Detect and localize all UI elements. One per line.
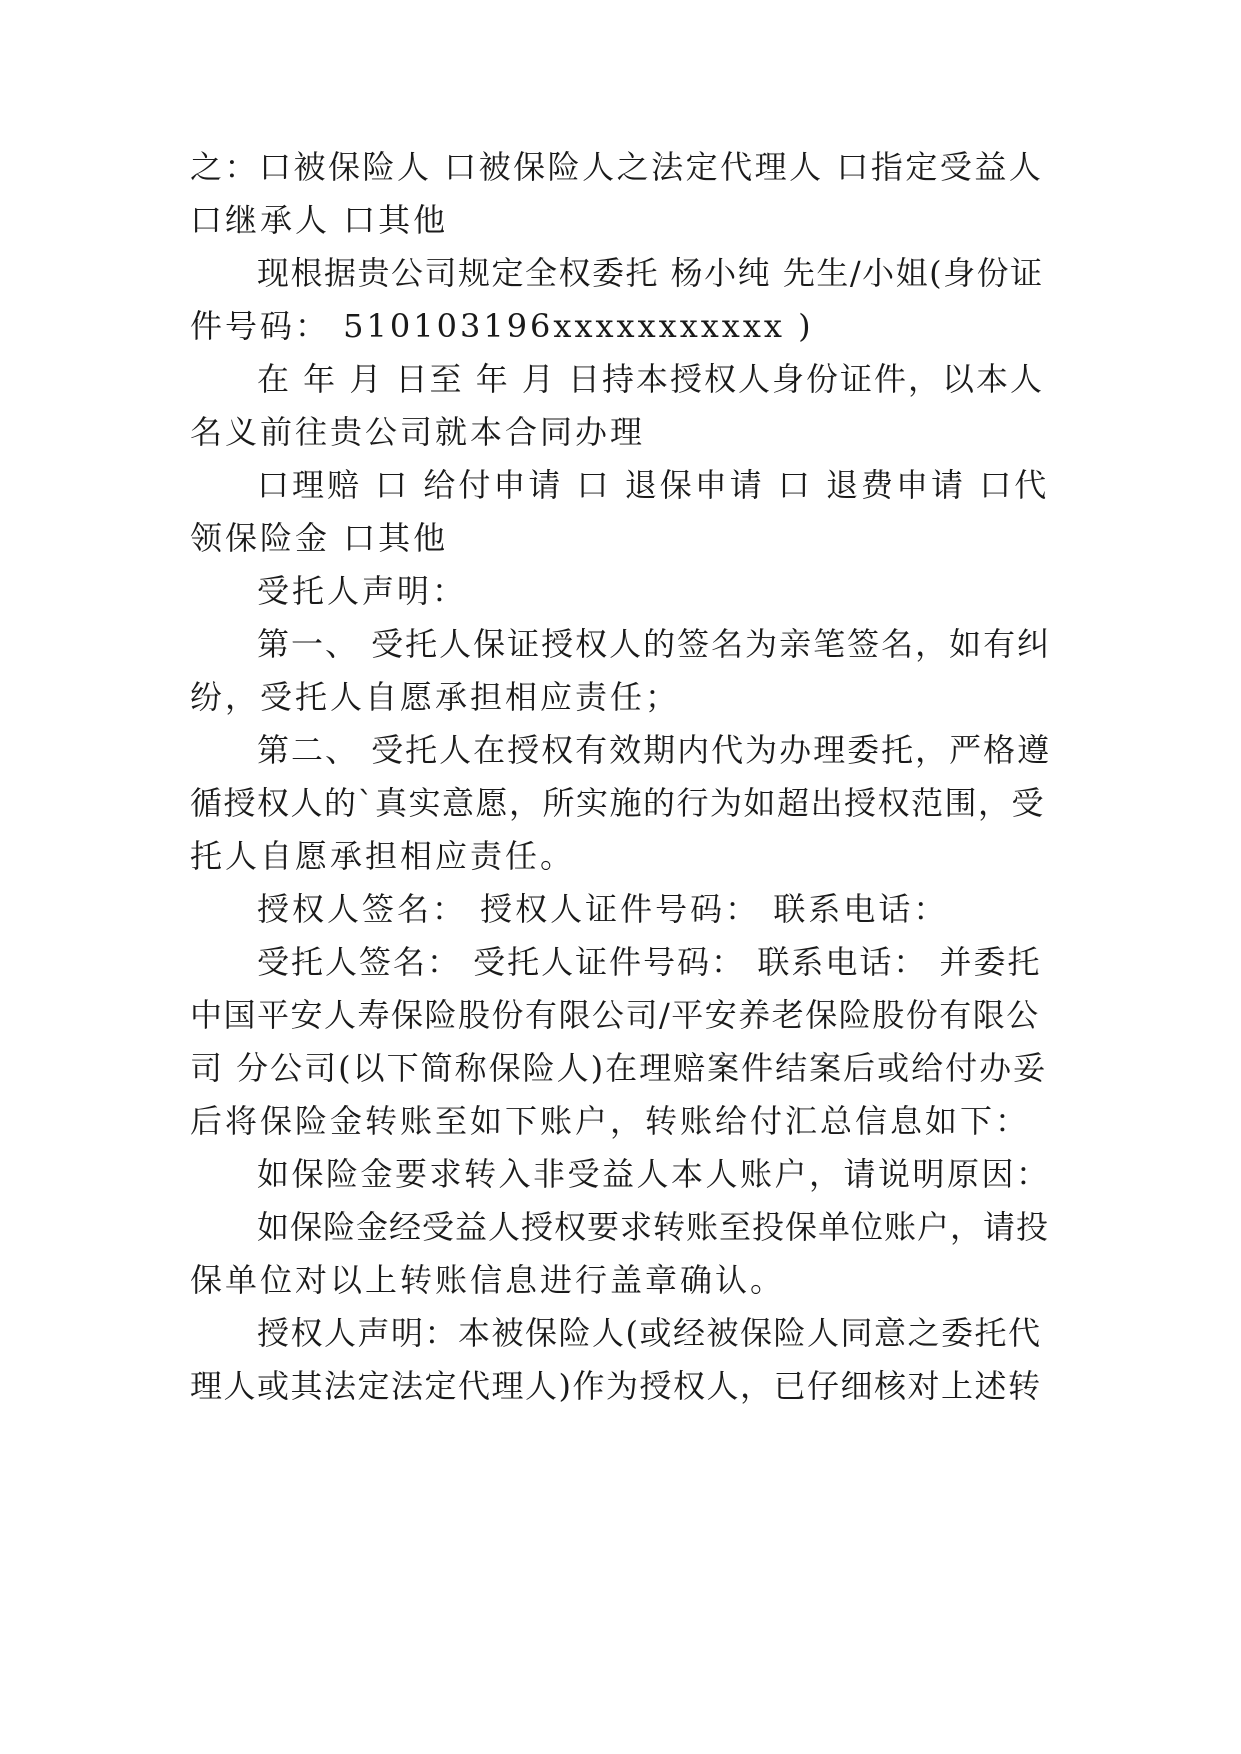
text-line-6: 名义前往贵公司就本合同办理 [190, 413, 646, 451]
text-line-4: 件号码： 510103196xxxxxxxxxxx ) [190, 307, 814, 345]
text-line-23: 授权人声明：本被保险人(或经被保险人同意之委托代 [257, 1314, 1042, 1352]
text-line-19: 后将保险金转账至如下账户，转账给付汇总信息如下： [190, 1102, 1031, 1140]
text-line-7: 口理赔 口 给付申请 口 退保申请 口 退费申请 口代 [257, 466, 1050, 504]
text-line-8: 领保险金 口其他 [190, 519, 449, 557]
text-line-2: 口继承人 口其他 [190, 201, 449, 239]
text-line-10: 第一、 受托人保证授权人的签名为亲笔签名，如有纠 [257, 625, 1052, 663]
text-line-21: 如保险金经受益人授权要求转账至投保单位账户，请投 [257, 1208, 1050, 1246]
text-line-3: 现根据贵公司规定全权委托 杨小纯 先生/小姐(身份证 [257, 254, 1044, 292]
text-line-24: 理人或其法定法定代理人)作为授权人，已仔细核对上述转 [190, 1367, 1042, 1405]
text-line-22: 保单位对以上转账信息进行盖章确认。 [190, 1261, 786, 1299]
text-line-17: 中国平安人寿保险股份有限公司/平安养老保险股份有限公 [190, 996, 1040, 1034]
text-line-13: 循授权人的`真实意愿，所实施的行为如超出授权范围，受 [190, 784, 1046, 822]
text-line-1: 之：口被保险人 口被保险人之法定代理人 口指定受益人 [190, 148, 1044, 186]
text-line-5: 在 年 月 日至 年 月 日持本授权人身份证件，以本人 [257, 360, 1045, 398]
text-line-12: 第二、 受托人在授权有效期内代为办理委托，严格遵 [257, 731, 1052, 769]
text-line-16: 受托人签名： 受托人证件号码： 联系电话： 并委托 [257, 943, 1042, 981]
text-line-15: 授权人签名： 授权人证件号码： 联系电话： [257, 890, 949, 928]
text-line-20: 如保险金要求转入非受益人本人账户，请说明原因： [257, 1155, 1051, 1193]
text-line-14: 托人自愿承担相应责任。 [190, 837, 576, 875]
text-line-9: 受托人声明： [257, 572, 468, 610]
text-line-18: 司 分公司(以下简称保险人)在理赔案件结案后或给付办妥 [190, 1049, 1048, 1087]
text-line-11: 纷，受托人自愿承担相应责任； [190, 678, 681, 716]
